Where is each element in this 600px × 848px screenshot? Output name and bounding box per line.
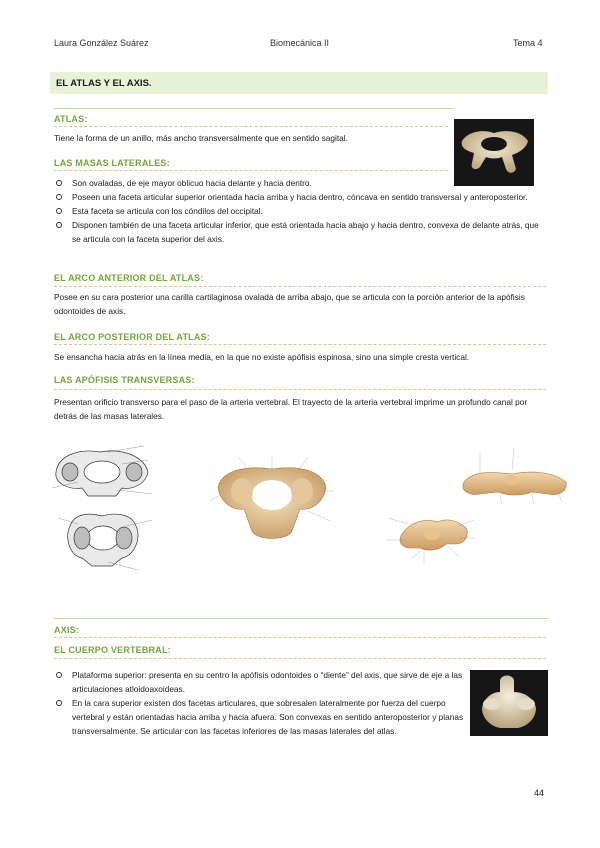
axis-photo — [470, 670, 548, 736]
atlas-superior-view-image — [208, 451, 336, 555]
list-item: En la cara superior existen dos facetas articulares, que sobresalen lateralmente por fuerza del cuerpo vertebral y están orientadas hacia arriba y hacia afuera. Son convexas en sentido anteroposterior y planas transversalmente. Se articular con las facetas inferiores de las masas laterales del atlas. — [54, 696, 464, 738]
masas-rule — [54, 170, 448, 171]
atlas-heading: ATLAS: — [54, 114, 88, 124]
section-rule — [54, 108, 454, 109]
list-item: Esta faceta se articula con los cóndilos del occipital. — [54, 204, 540, 218]
list-item: Disponen también de una faceta articular inferior, que está orientada hacia abajo y hacia dentro, convexa de delante atrás, que se articula con la faceta superior del axis. — [54, 218, 540, 246]
list-item: Son ovaladas, de eje mayor oblicuo hacia delante y hacia dentro. — [54, 176, 540, 190]
axis-rule — [54, 637, 546, 638]
section-rule — [54, 618, 548, 619]
cuerpo-rule — [54, 658, 546, 659]
atlas-line-drawing — [48, 442, 158, 576]
arco-anterior-heading: EL ARCO ANTERIOR DEL ATLAS: — [54, 273, 204, 283]
list-item: Plataforma superior: presenta en su centro la apófisis odontoides o “diente” del axis, que sirve de eje a las articulaciones atloidoaxoideas. — [54, 668, 464, 696]
apofisis-rule — [54, 389, 546, 390]
apofisis-text: Presentan orificio transverso para el paso de la arteria vertebral. El trayecto de la arteria vertebral imprime un profundo canal por detrás de las masas laterales. — [54, 397, 528, 421]
arco-anterior-rule — [54, 286, 546, 287]
atlas-intro: Tiene la forma de un anillo, más ancho transversalmente que en sentido sagital. — [54, 133, 348, 143]
page-title: EL ATLAS Y EL AXIS. — [50, 72, 548, 94]
list-item: Poseen una faceta articular superior orientada hacia arriba y hacia dentro, cóncava en sentido transversal y anteroposterior. — [54, 190, 540, 204]
arco-anterior-text: Posee en su cara posterior una carilla cartilaginosa ovalada de arriba abajo, que se articula con la porción anterior de la apófisis odontoides de axis. — [54, 292, 525, 316]
page-number: 44 — [534, 788, 545, 798]
arco-posterior-text: Se ensancha hacia atrás en la línea media, en la que no existe apófisis espinosa, sino una simple cresta vertical. — [54, 352, 470, 362]
axis-heading: AXIS: — [54, 625, 80, 635]
masas-list — [54, 176, 540, 246]
cuerpo-heading: EL CUERPO VERTEBRAL: — [54, 645, 171, 655]
header-author: Laura González Suárez — [54, 38, 149, 48]
atlas-rule — [54, 126, 448, 127]
arco-posterior-heading: EL ARCO POSTERIOR DEL ATLAS: — [54, 332, 210, 342]
header-topic: Tema 4 — [513, 38, 543, 48]
apofisis-heading: LAS APÓFISIS TRANSVERSAS: — [54, 375, 195, 385]
arco-posterior-rule — [54, 344, 546, 345]
masas-heading: LAS MASAS LATERALES: — [54, 158, 170, 168]
header-subject: Biomecánica II — [270, 38, 330, 48]
atlas-lateral-views-image — [362, 440, 576, 572]
cuerpo-list — [54, 668, 464, 738]
